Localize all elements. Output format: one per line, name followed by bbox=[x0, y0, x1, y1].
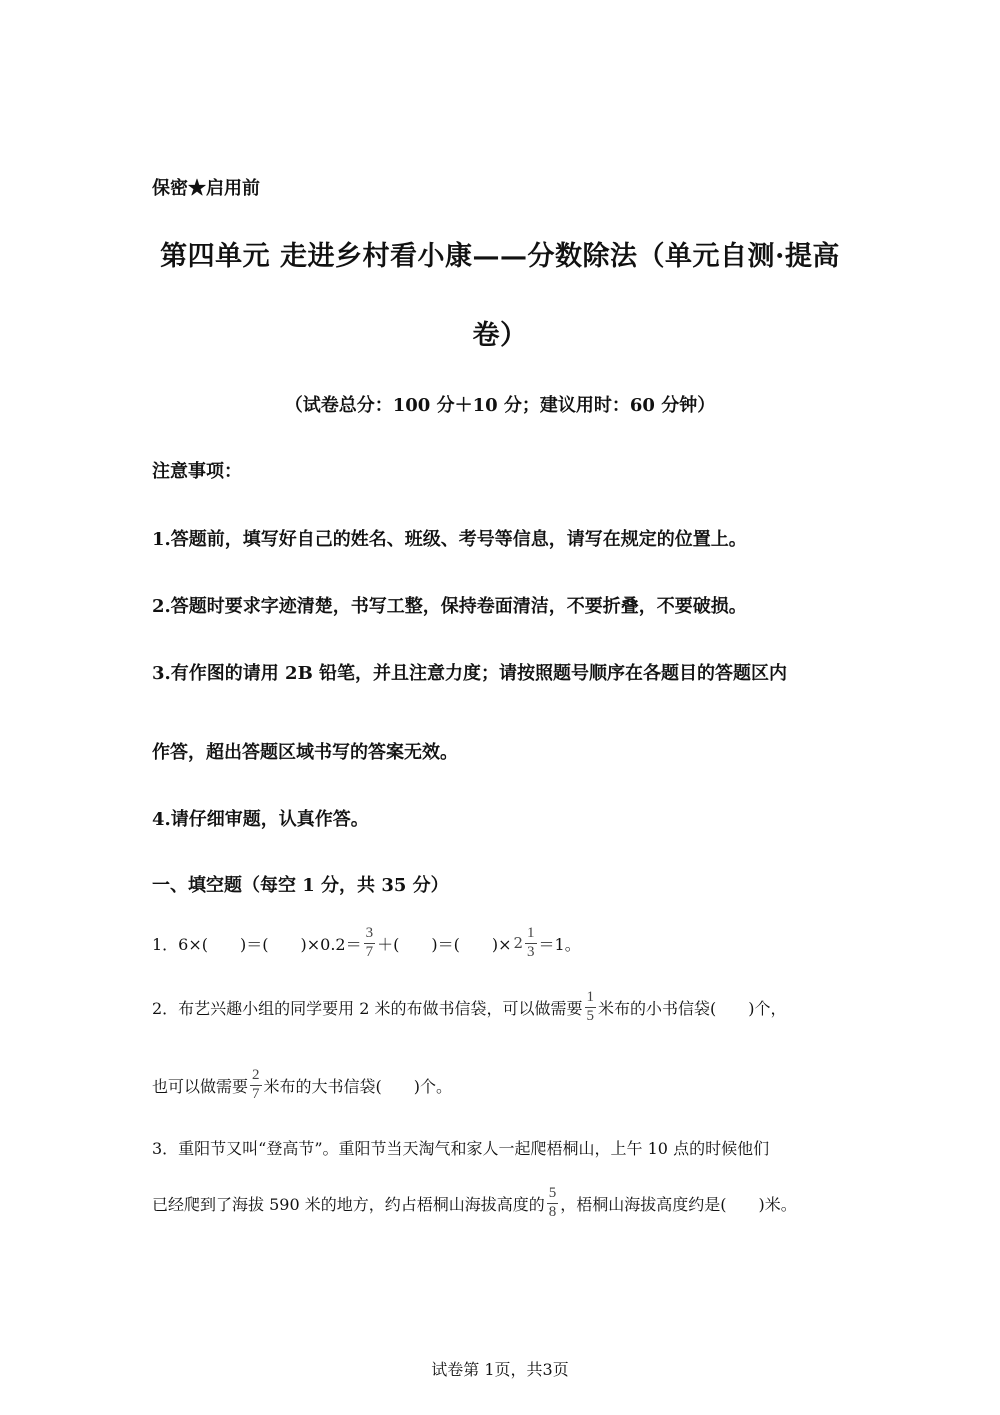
fraction bbox=[547, 1186, 559, 1221]
fraction-denominator: 5 bbox=[586, 1007, 595, 1024]
question-3-line2 bbox=[152, 1186, 797, 1221]
q3-text-b: ，梧桐山海拔高度约是( )米。 bbox=[560, 1194, 797, 1214]
notice-item: 4.请仔细审题，认真作答。 bbox=[152, 809, 369, 830]
fraction-numerator: 2 bbox=[250, 1068, 262, 1086]
question-2-line1 bbox=[152, 990, 787, 1025]
fraction-numerator: 5 bbox=[547, 1186, 559, 1204]
fraction bbox=[250, 1068, 262, 1103]
fraction-denominator: 3 bbox=[527, 943, 535, 960]
fraction-numerator: 3 bbox=[364, 926, 376, 944]
notice-item: 作答，超出答题区域书写的答案无效。 bbox=[152, 742, 458, 763]
fraction-numerator: 1 bbox=[585, 990, 597, 1008]
q1-text-a: 1．6×( )＝( )×0.2＝ bbox=[152, 934, 362, 954]
question-3-line1: 3．重阳节又叫“登高节”。重阳节当天淘气和家人一起爬梧桐山，上午 10 点的时候他们 bbox=[152, 1139, 770, 1158]
fraction-denominator: 7 bbox=[365, 943, 374, 960]
fraction-numerator: 1 bbox=[525, 926, 537, 944]
notice-item: 2.答题时要求字迹清楚，书写工整，保持卷面清洁，不要折叠，不要破损。 bbox=[152, 596, 747, 617]
fraction bbox=[364, 926, 376, 961]
q2-text-d: 米布的大书信袋( )个。 bbox=[263, 1076, 453, 1096]
q1-text-b: ＋( )＝( )× bbox=[377, 934, 512, 954]
fraction-denominator: 8 bbox=[548, 1203, 557, 1220]
fraction-denominator: 7 bbox=[252, 1085, 260, 1102]
notice-item: 1.答题前，填写好自己的姓名、班级、考号等信息，请写在规定的位置上。 bbox=[152, 529, 747, 550]
q1-text-c: ＝1。 bbox=[538, 934, 581, 954]
page-title-line2: 卷） bbox=[472, 320, 528, 351]
page-footer: 试卷第 1页，共3页 bbox=[431, 1360, 569, 1379]
question-1 bbox=[152, 926, 581, 961]
fraction bbox=[525, 926, 537, 961]
section-heading: 一、填空题（每空 1 分，共 35 分） bbox=[152, 875, 449, 896]
page-title-line1: 第四单元 走进乡村看小康——分数除法（单元自测·提高 bbox=[160, 241, 840, 272]
q3-text-a: 已经爬到了海拔 590 米的地方，约占梧桐山海拔高度的 bbox=[152, 1194, 545, 1214]
q2-text-a: 2．布艺兴趣小组的同学要用 2 米的布做书信袋，可以做需要 bbox=[152, 998, 583, 1018]
notice-item: 3.有作图的请用 2B 铅笔，并且注意力度；请按照题号顺序在各题目的答题区内 bbox=[152, 663, 788, 684]
exam-info: （试卷总分：100 分＋10 分；建议用时：60 分钟） bbox=[284, 395, 716, 416]
fraction bbox=[585, 990, 597, 1025]
q2-text-b: 米布的小书信袋( )个， bbox=[598, 998, 787, 1018]
confidential-label: 保密★启用前 bbox=[152, 178, 260, 199]
q2-text-c: 也可以做需要 bbox=[152, 1076, 249, 1096]
question-2-line2 bbox=[152, 1068, 452, 1103]
mixed-number-whole: 2 bbox=[513, 934, 524, 953]
notice-heading: 注意事项： bbox=[152, 461, 242, 482]
